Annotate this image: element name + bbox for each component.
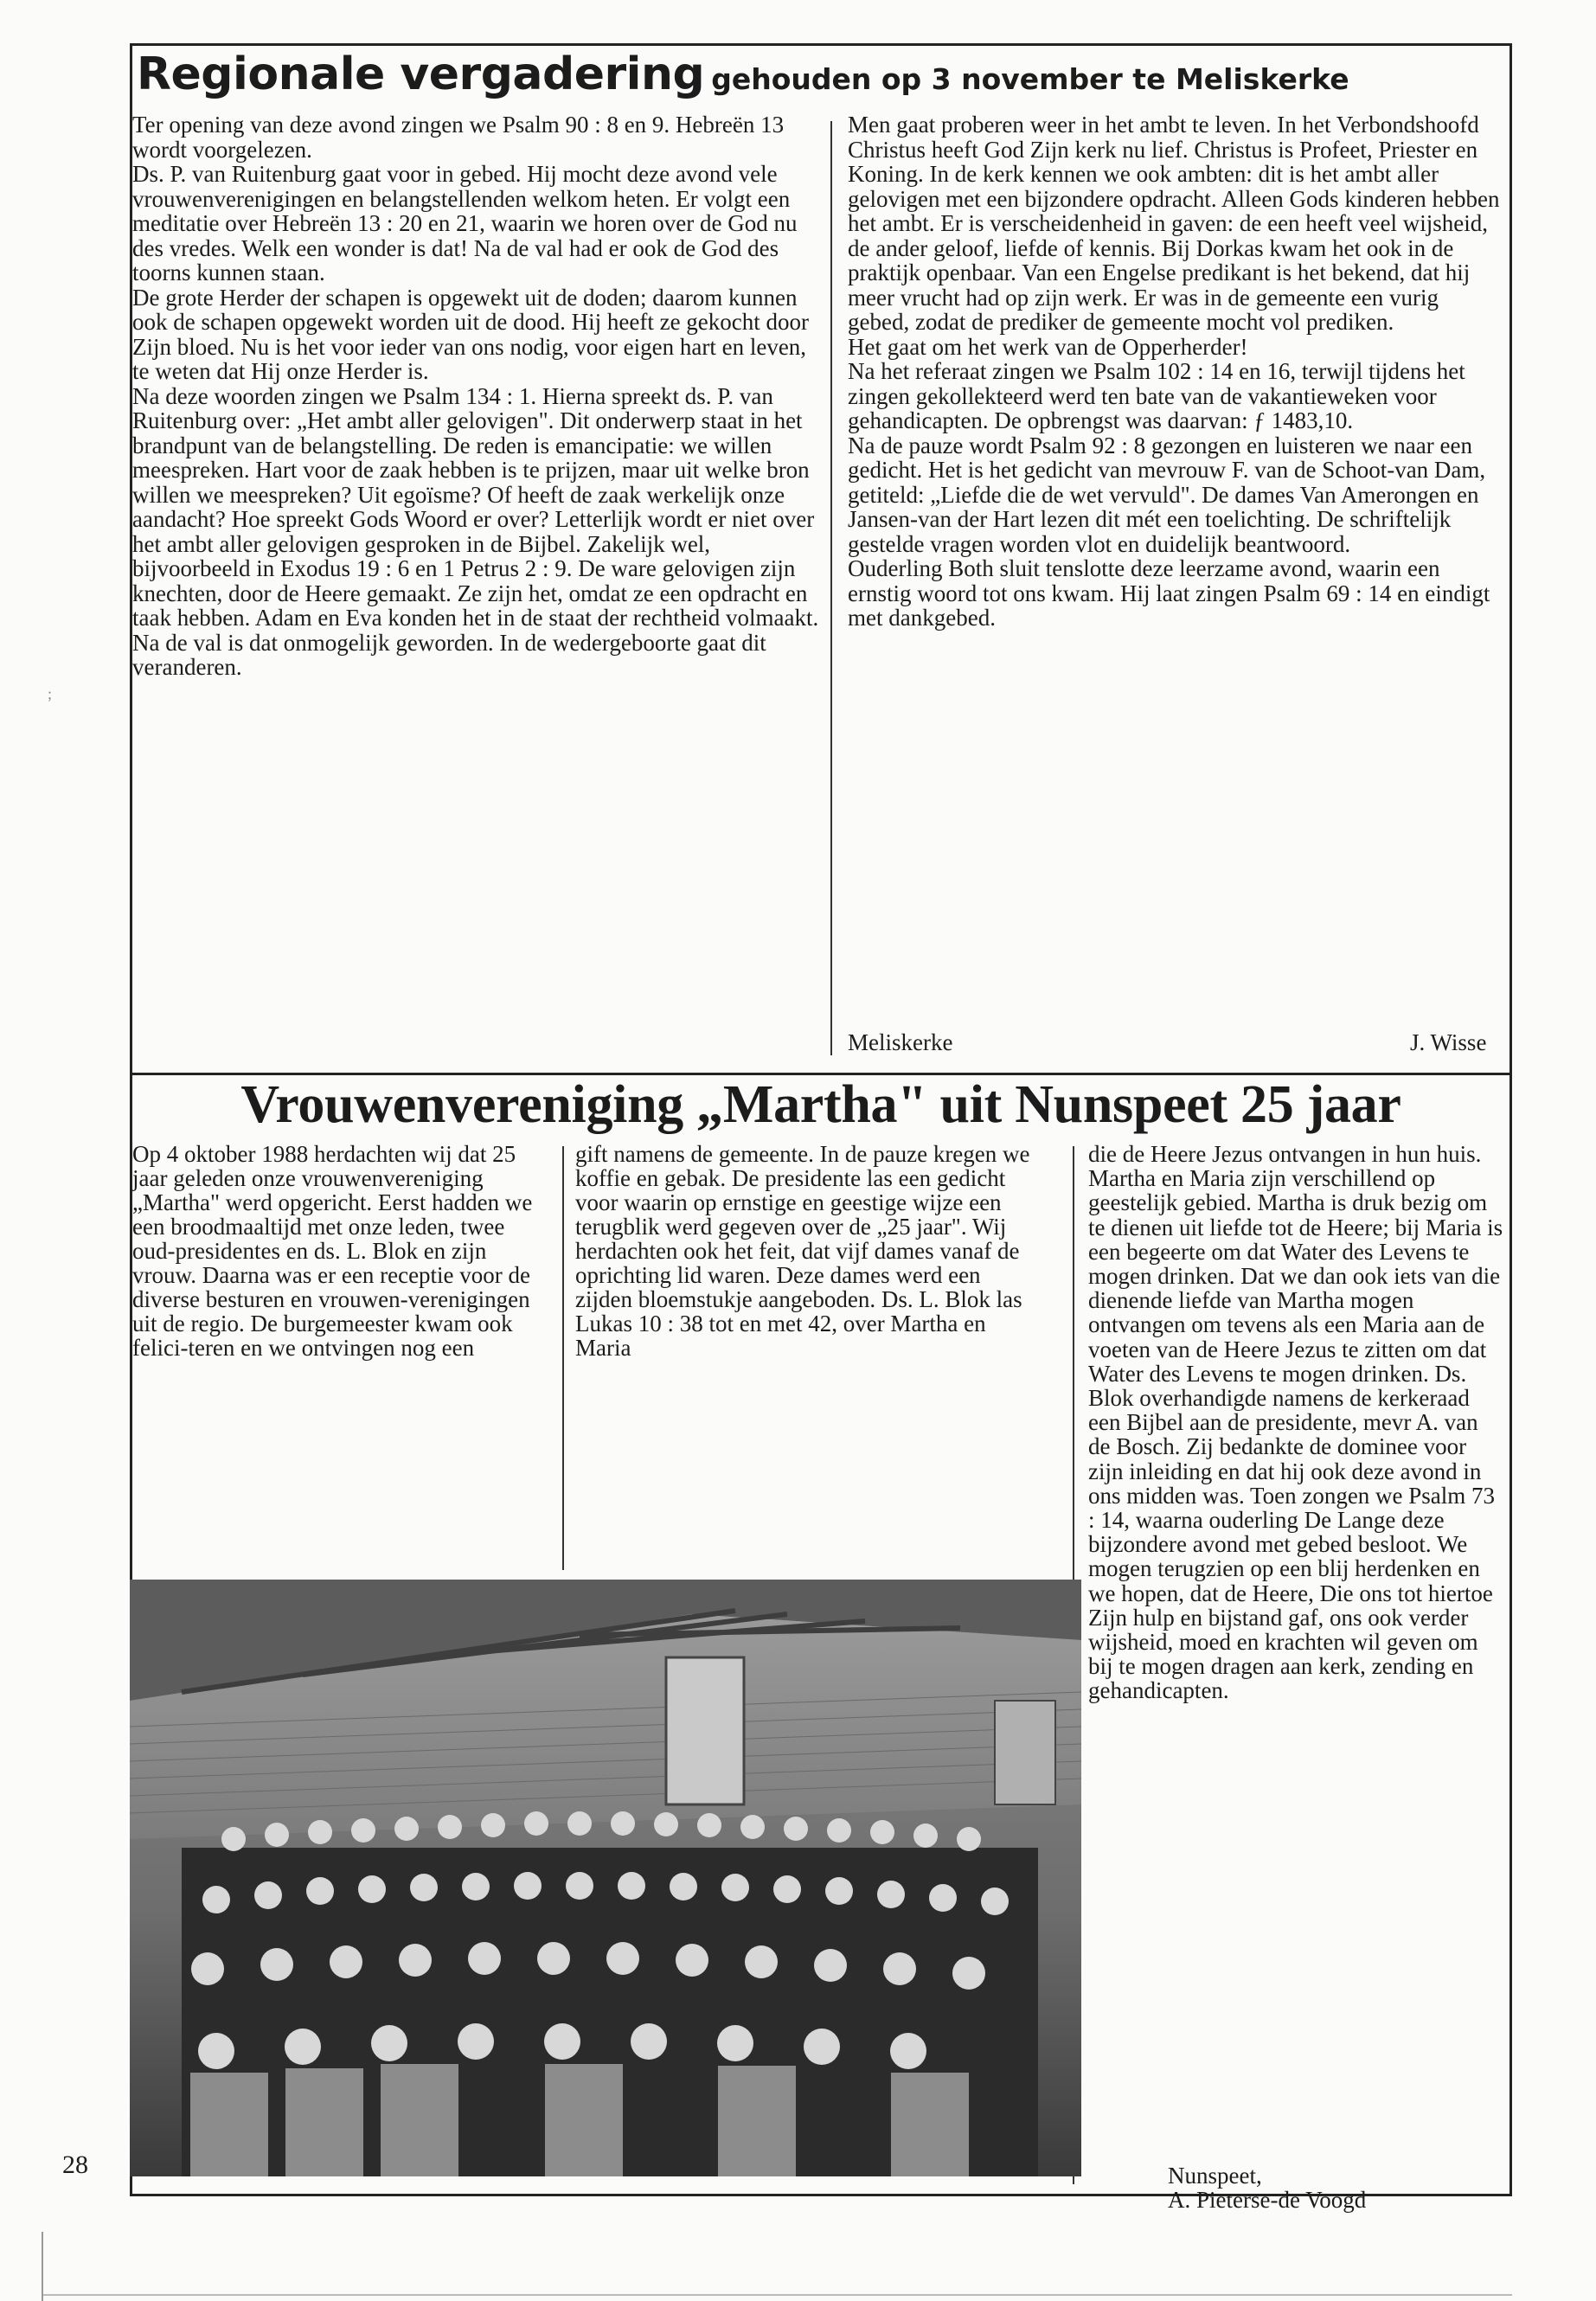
scan-mark: ; [48,685,53,702]
paragraph: De grote Herder der schapen is opgewekt uit de doden; daarom kunnen ook de schapen opgewekt worden uit de dood. Hij heeft ze gekocht door Zijn bloed. Nu is het voor ieder van ons nodig, voor eigen hart en leven, te weten dat Hij onze Herder is. [132,284,810,384]
paragraph: Ter opening van deze avond zingen we Psalm 90 : 8 en 9. Hebreën 13 wordt voorgelezen. [132,112,785,163]
article2-column-2: gift namens de gemeente. In de pauze kregen we koffie en gebak. De presidente las een gedicht voor waarin op ernstige en geestige wijze een terugblik werd gegeven over de „25 jaar". Wij herdachten ook het feit, dat vijf dames vanaf de oprichting lid waren. Deze dames werd een zijden bloemstukje aangeboden. Ds. L. Blok las Lukas 10 : 38 tot en met 42, over Martha en Maria [575,1141,1030,1361]
paragraph: Het gaat om het werk van de Opperherder! [848,333,1248,360]
column-rule [830,121,832,1055]
paragraph: Na deze woorden zingen we Psalm 134 : 1. Hierna spreekt ds. P. van Ruitenburg over: „Het ambt aller gelovigen". Dit onderwerp staat in het brandpunt van de belangstelling. De reden is emancipatie: we willen meespreken. Hart voor de zaak hebben is te prijzen, maar uit welke bron willen we meespreken? Uit egoïsme? Of heeft de zaak werkelijk onze aandacht? Hoe spreekt Gods Woord er over? Letterlijk wordt er niet over het ambt aller gelovigen gesproken in de Bijbel. Zakelijk wel, bijvoorbeeld in Exodus 19 : 6 en 1 Petrus 2 : 9. De ware gelovigen zijn knechten, door de Heere gemaakt. Ze zijn het, omdat ze een opdracht en taak hebben. Adam en Eva konden het in de staat der rechtheid volmaakt. Na de val is dat onmogelijk geworden. In de wedergeboorte gaat dit veranderen. [132,382,819,680]
window [995,1701,1055,1804]
page-bottom-edge [42,2294,1512,2296]
group-photo [130,1580,1081,2176]
doorway [666,1657,744,1804]
column-rule [562,1146,564,1570]
article1-signature-place: Meliskerke [848,1029,953,1055]
article1-subtitle: gehouden op 3 november te Meliskerke [711,62,1349,96]
article2-column-3: die de Heere Jezus ontvangen in hun huis. Martha en Maria zijn verschillend op geestelijk gebied. Martha is druk bezig om te dienen uit liefde tot de Heere; bij Maria is een begeerte om dat Water des Levens te mogen drinken. Dat we dan ook iets van die dienende liefde van Martha mogen ontvangen om tevens als een Maria aan de voeten van de Heere Jezus te zitten om dat Water des Levens te mogen drinken. Ds. Blok overhandigde namens de kerkeraad een Bijbel aan de presidente, mevr A. van de Bosch. Zij bedankte de dominee voor zijn inleiding en dat hij ook deze avond in ons midden was. Toen zongen we Psalm 73 : 14, waarna ouderling De Lange deze bijzondere avond met gebed besloot. We mogen terugzien op een blij herdenken en we hopen, dat de Heere, Die ons tot hiertoe Zijn hulp en bijstand gaf, ons ook verder wijsheid, moed en krachten wil geven om bij te mogen dragen aan kerk, zending en gehandicapten. [1088,1141,1503,1704]
paragraph: Ouderling Both sluit tenslotte deze leerzame avond, waarin een ernstig woord tot ons kwam. Hij laat zingen Psalm 69 : 14 en eindigt met dankgebed. [848,555,1490,631]
article1-column-right [848,112,1505,631]
paragraph: Na het referaat zingen we Psalm 102 : 14 en 16, terwijl tijdens het zingen gekollekteerd werd ten bate van de vakantieweken voor gehandicapten. De opbrengst was daarvan: ƒ 1483,10. [848,358,1465,433]
article2-signature-place: Nunspeet, [1168,2163,1262,2189]
article2-column-1: Op 4 oktober 1988 herdachten wij dat 25 jaar geleden onze vrouwenvereniging „Martha" werd opgericht. Eerst hadden we een broodmaaltijd met onze leden, twee oud-presidentes en ds. L. Blok en zijn vrouw. Daarna was er een receptie voor de diverse besturen en vrouwen-verenigingen uit de regio. De burgemeester kwam ook felici-teren en we ontvingen nog een [132,1141,533,1361]
page-left-edge [42,2232,43,2301]
article1-headline [137,48,1503,100]
article2-signature-name: A. Pieterse-de Voogd [1168,2187,1367,2213]
crowd [182,1811,1038,2176]
paragraph: Men gaat proberen weer in het ambt te leven. In het Verbondshoofd Christus heeft God Zijn kerk nu lief. Christus is Profeet, Priester en Koning. In de kerk kennen we ook ambten: dit is het ambt aller gelovigen met een bijzondere opdracht. Alleen Gods kinderen hebben het ambt. Er is verscheidenheid in gaven: de een heeft veel wijsheid, de ander geloof, liefde of kennis. Bij Dorkas kwam het ook in de praktijk openbaar. Van een Engelse predikant is het bekend, dat hij meer vrucht had op zijn werk. Er was in de gemeente een vurig gebed, zodat de prediker de gemeente mocht vol prediken. [848,112,1500,335]
group-photo-drawing [130,1580,1081,2176]
paragraph: Ds. P. van Ruitenburg gaat voor in gebed. Hij mocht deze avond vele vrouwenverenigingen en belangstellenden welkom heten. Er volgt een meditatie over Hebreën 13 : 20 en 21, waarin we horen over de God nu des vredes. Welk een wonder is dat! Na de val had er ook de God des toorns kunnen staan. [132,161,798,285]
page-number: 28 [62,2150,88,2179]
article1-column-left [132,112,820,680]
paragraph: Na de pauze wordt Psalm 92 : 8 gezongen en luisteren we naar een gedicht. Het is het gedicht van mevrouw F. van de Schoot-van Dam, getiteld: „Liefde die de wet vervuld". De dames Van Amerongen en Jansen-van der Hart lezen dit mét een toelichting. De schriftelijk gestelde vragen worden vlot en duidelijk beantwoord. [848,432,1486,557]
article1-title: Regionale vergadering [137,48,705,100]
article2-title: Vrouwenvereniging „Martha" uit Nunspeet 25 jaar [240,1075,1401,1134]
article1-signature-name: J. Wisse [1410,1029,1487,1055]
